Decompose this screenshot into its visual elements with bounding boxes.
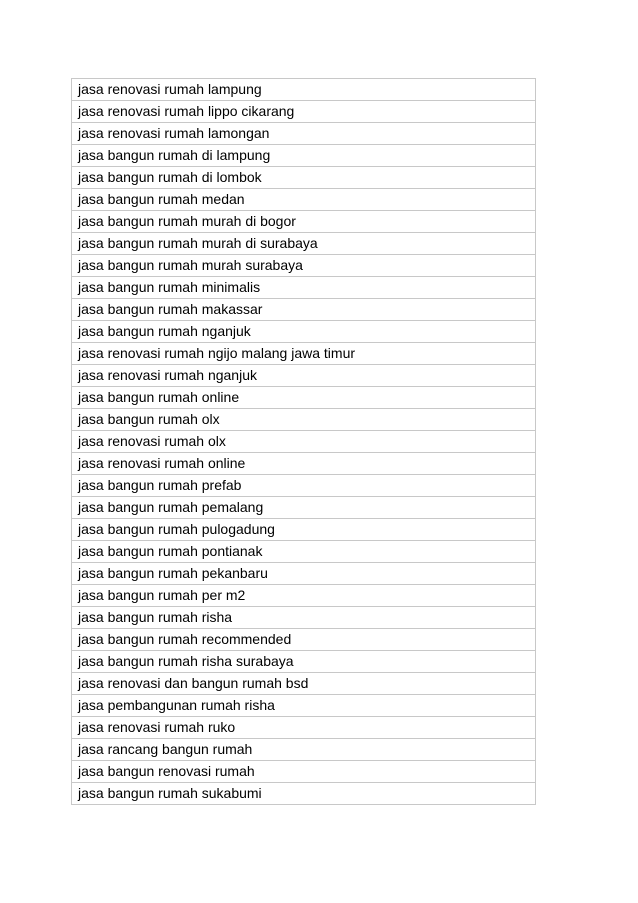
keyword-cell: jasa bangun rumah online [72, 387, 536, 409]
table-row [72, 299, 536, 321]
table-row [72, 607, 536, 629]
table-row [72, 167, 536, 189]
keyword-cell: jasa bangun rumah per m2 [72, 585, 536, 607]
keyword-cell: jasa bangun rumah di lampung [72, 145, 536, 167]
table-row [72, 255, 536, 277]
keyword-cell: jasa bangun rumah prefab [72, 475, 536, 497]
keyword-cell: jasa bangun rumah minimalis [72, 277, 536, 299]
keyword-cell: jasa renovasi rumah online [72, 453, 536, 475]
table-row [72, 233, 536, 255]
table-row [72, 409, 536, 431]
keyword-cell: jasa bangun rumah risha surabaya [72, 651, 536, 673]
keyword-cell: jasa bangun rumah risha [72, 607, 536, 629]
keyword-cell: jasa bangun rumah nganjuk [72, 321, 536, 343]
keyword-cell: jasa bangun rumah olx [72, 409, 536, 431]
keyword-cell: jasa pembangunan rumah risha [72, 695, 536, 717]
table-row [72, 673, 536, 695]
keyword-cell: jasa renovasi rumah ruko [72, 717, 536, 739]
keyword-cell: jasa bangun rumah di lombok [72, 167, 536, 189]
keyword-cell: jasa bangun rumah makassar [72, 299, 536, 321]
table-row [72, 695, 536, 717]
table-row [72, 519, 536, 541]
keyword-cell: jasa bangun rumah medan [72, 189, 536, 211]
keyword-cell: jasa bangun rumah pontianak [72, 541, 536, 563]
table-row [72, 629, 536, 651]
keyword-cell: jasa renovasi rumah ngijo malang jawa timur [72, 343, 536, 365]
table-row [72, 123, 536, 145]
keyword-cell: jasa bangun rumah pekanbaru [72, 563, 536, 585]
keyword-table-body [72, 79, 536, 805]
keyword-table [71, 78, 536, 805]
keyword-cell: jasa bangun rumah pemalang [72, 497, 536, 519]
table-row [72, 453, 536, 475]
table-row [72, 651, 536, 673]
table-row [72, 783, 536, 805]
keyword-cell: jasa renovasi rumah lippo cikarang [72, 101, 536, 123]
table-row [72, 717, 536, 739]
keyword-cell: jasa renovasi rumah lampung [72, 79, 536, 101]
keyword-cell: jasa renovasi rumah nganjuk [72, 365, 536, 387]
table-row [72, 321, 536, 343]
keyword-cell: jasa bangun renovasi rumah [72, 761, 536, 783]
table-row [72, 497, 536, 519]
keyword-cell: jasa renovasi rumah lamongan [72, 123, 536, 145]
keyword-cell: jasa bangun rumah murah di surabaya [72, 233, 536, 255]
keyword-cell: jasa rancang bangun rumah [72, 739, 536, 761]
table-row [72, 475, 536, 497]
keyword-cell: jasa bangun rumah murah di bogor [72, 211, 536, 233]
table-row [72, 189, 536, 211]
keyword-cell: jasa renovasi dan bangun rumah bsd [72, 673, 536, 695]
keyword-cell: jasa bangun rumah sukabumi [72, 783, 536, 805]
table-row [72, 79, 536, 101]
table-row [72, 563, 536, 585]
keyword-cell: jasa bangun rumah pulogadung [72, 519, 536, 541]
table-row [72, 739, 536, 761]
table-row [72, 365, 536, 387]
table-row [72, 145, 536, 167]
table-row [72, 541, 536, 563]
table-row [72, 343, 536, 365]
table-row [72, 211, 536, 233]
table-row [72, 761, 536, 783]
table-row [72, 101, 536, 123]
table-row [72, 585, 536, 607]
table-row [72, 431, 536, 453]
table-row [72, 277, 536, 299]
keyword-cell: jasa bangun rumah recommended [72, 629, 536, 651]
keyword-cell: jasa bangun rumah murah surabaya [72, 255, 536, 277]
keyword-cell: jasa renovasi rumah olx [72, 431, 536, 453]
table-row [72, 387, 536, 409]
